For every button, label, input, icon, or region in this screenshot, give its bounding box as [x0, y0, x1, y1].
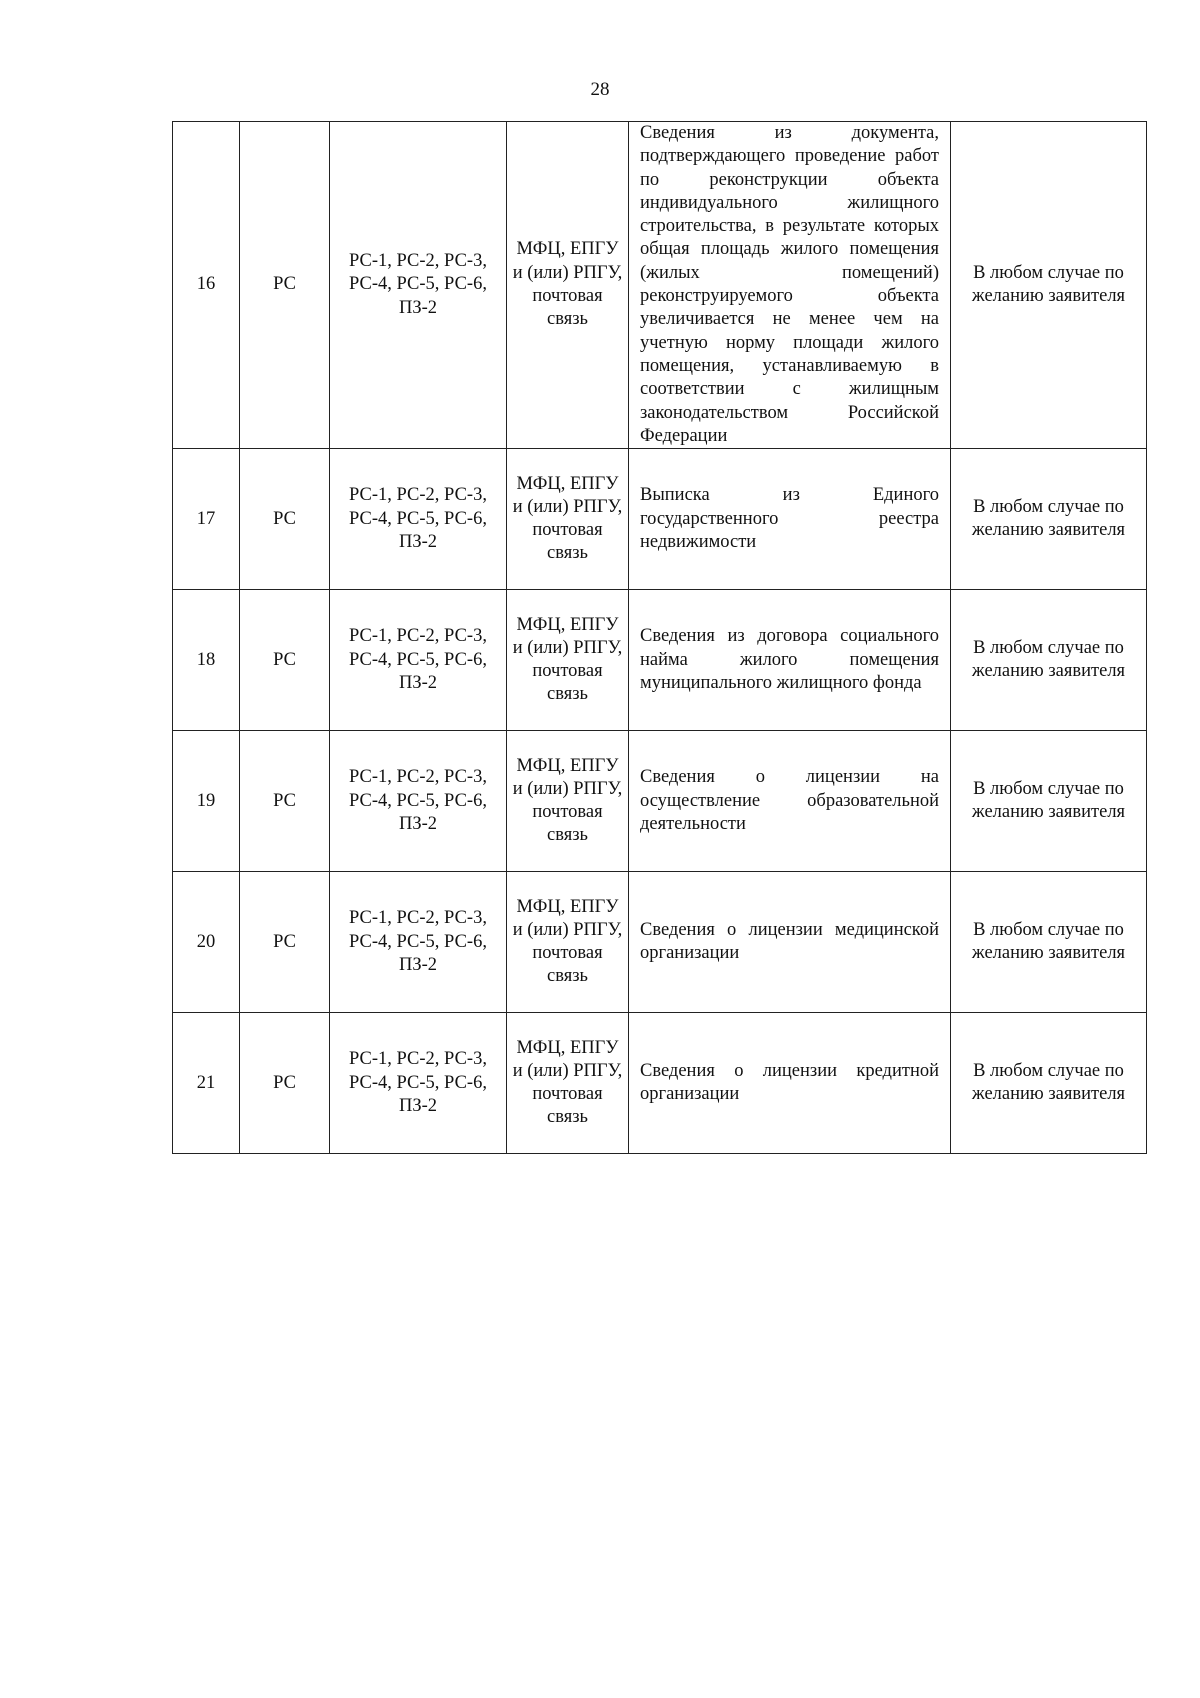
row-description: Выписка из Единого государственного реестра недвижимости	[629, 449, 951, 590]
row-code: РС	[240, 872, 330, 1013]
row-description: Сведения из договора социального найма жилого помещения муниципального жилищного фонда	[629, 590, 951, 731]
table-row	[173, 872, 1147, 1013]
row-description: Сведения из документа, подтверждающего проведение работ по реконструкции объекта индивидуального жилищного строительства, в результате которых общая площадь жилого помещения (жилых помещений) реконструируемого объекта увеличивается не менее чем на учетную норму площади жилого помещения, устанавливаемую в соответствии с жилищным законодательством Российской Федерации	[629, 122, 951, 449]
row-number: 16	[173, 122, 240, 449]
row-number: 19	[173, 731, 240, 872]
row-number: 18	[173, 590, 240, 731]
table-row	[173, 1013, 1147, 1154]
row-forms: РС-1, РС-2, РС-3, РС-4, РС-5, РС-6, ПЗ-2	[330, 731, 507, 872]
row-channel: МФЦ, ЕПГУ и (или) РПГУ, почтовая связь	[507, 872, 629, 1013]
row-number: 17	[173, 449, 240, 590]
row-condition: В любом случае по желанию заявителя	[951, 731, 1147, 872]
row-channel: МФЦ, ЕПГУ и (или) РПГУ, почтовая связь	[507, 590, 629, 731]
row-code: РС	[240, 590, 330, 731]
row-code: РС	[240, 449, 330, 590]
table-row	[173, 449, 1147, 590]
row-condition: В любом случае по желанию заявителя	[951, 449, 1147, 590]
row-condition: В любом случае по желанию заявителя	[951, 1013, 1147, 1154]
table-row	[173, 122, 1147, 449]
row-forms: РС-1, РС-2, РС-3, РС-4, РС-5, РС-6, ПЗ-2	[330, 872, 507, 1013]
row-forms: РС-1, РС-2, РС-3, РС-4, РС-5, РС-6, ПЗ-2	[330, 449, 507, 590]
table-row	[173, 590, 1147, 731]
documents-table	[172, 121, 1147, 1154]
table-row	[173, 731, 1147, 872]
row-description: Сведения о лицензии на осуществление образовательной деятельности	[629, 731, 951, 872]
row-description: Сведения о лицензии кредитной организации	[629, 1013, 951, 1154]
row-condition: В любом случае по желанию заявителя	[951, 872, 1147, 1013]
row-number: 20	[173, 872, 240, 1013]
row-forms: РС-1, РС-2, РС-3, РС-4, РС-5, РС-6, ПЗ-2	[330, 1013, 507, 1154]
row-channel: МФЦ, ЕПГУ и (или) РПГУ, почтовая связь	[507, 731, 629, 872]
row-forms: РС-1, РС-2, РС-3, РС-4, РС-5, РС-6, ПЗ-2	[330, 122, 507, 449]
row-channel: МФЦ, ЕПГУ и (или) РПГУ, почтовая связь	[507, 1013, 629, 1154]
page-number: 28	[590, 79, 610, 100]
row-channel: МФЦ, ЕПГУ и (или) РПГУ, почтовая связь	[507, 122, 629, 449]
row-code: РС	[240, 731, 330, 872]
row-code: РС	[240, 1013, 330, 1154]
row-forms: РС-1, РС-2, РС-3, РС-4, РС-5, РС-6, ПЗ-2	[330, 590, 507, 731]
row-condition: В любом случае по желанию заявителя	[951, 122, 1147, 449]
row-code: РС	[240, 122, 330, 449]
row-channel: МФЦ, ЕПГУ и (или) РПГУ, почтовая связь	[507, 449, 629, 590]
row-condition: В любом случае по желанию заявителя	[951, 590, 1147, 731]
row-description: Сведения о лицензии медицинской организации	[629, 872, 951, 1013]
row-number: 21	[173, 1013, 240, 1154]
